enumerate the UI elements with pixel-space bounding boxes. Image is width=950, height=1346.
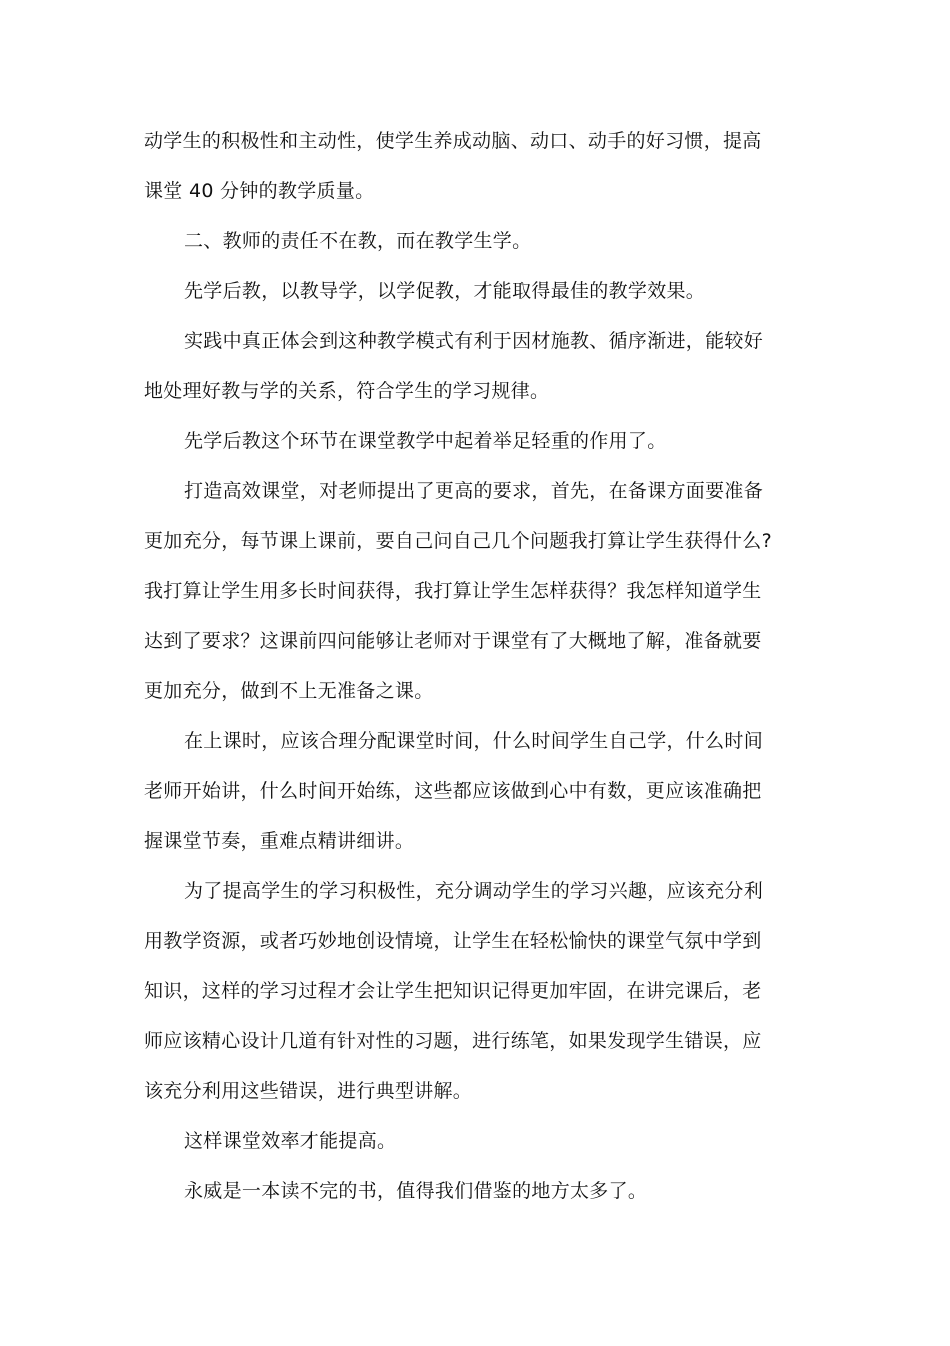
text-line: 地处理好教与学的关系，符合学生的学习规律。	[144, 380, 550, 402]
text-line: 实践中真正体会到这种教学模式有利于因材施教、循序渐进，能较好	[184, 330, 764, 352]
text-line: 课堂 40 分钟的教学质量。	[144, 180, 375, 202]
text-line: 更加充分，做到不上无准备之课。	[144, 680, 434, 702]
text-line: 握课堂节奏，重难点精讲细讲。	[144, 830, 415, 852]
text-line: 老师开始讲，什么时间开始练，这些都应该做到心中有数，更应该准确把	[144, 780, 762, 802]
text-line: 打造高效课堂，对老师提出了更高的要求，首先，在备课方面要准备	[184, 480, 764, 502]
text-line: 用教学资源，或者巧妙地创设情境，让学生在轻松愉快的课堂气氛中学到	[144, 930, 762, 952]
text-line: 这样课堂效率才能提高。	[184, 1130, 397, 1152]
section-heading: 二、教师的责任不在教，而在教学生学。	[184, 230, 532, 252]
text-line: 达到了要求？这课前四问能够让老师对于课堂有了大概地了解，准备就要	[144, 630, 762, 652]
text-line: 先学后教这个环节在课堂教学中起着举足轻重的作用了。	[184, 430, 667, 452]
text-line: 师应该精心设计几道有针对性的习题，进行练笔，如果发现学生错误，应	[144, 1030, 762, 1052]
text-line: 先学后教，以教导学，以学促教，才能取得最佳的教学效果。	[184, 280, 706, 302]
text-line: 更加充分，每节课上课前，要自己问自己几个问题我打算让学生获得什么?	[144, 530, 772, 552]
text-line: 为了提高学生的学习积极性，充分调动学生的学习兴趣，应该充分利	[184, 880, 764, 902]
text-line: 永威是一本读不完的书，值得我们借鉴的地方太多了。	[184, 1180, 648, 1202]
text-line: 知识，这样的学习过程才会让学生把知识记得更加牢固，在讲完课后，老	[144, 980, 762, 1002]
text-line: 动学生的积极性和主动性，使学生养成动脑、动口、动手的好习惯，提高	[144, 130, 762, 152]
text-line: 该充分利用这些错误，进行典型讲解。	[144, 1080, 473, 1102]
document-body	[144, 116, 774, 1216]
text-line: 我打算让学生用多长时间获得，我打算让学生怎样获得？我怎样知道学生	[144, 580, 762, 602]
text-line: 在上课时，应该合理分配课堂时间，什么时间学生自己学，什么时间	[184, 730, 764, 752]
